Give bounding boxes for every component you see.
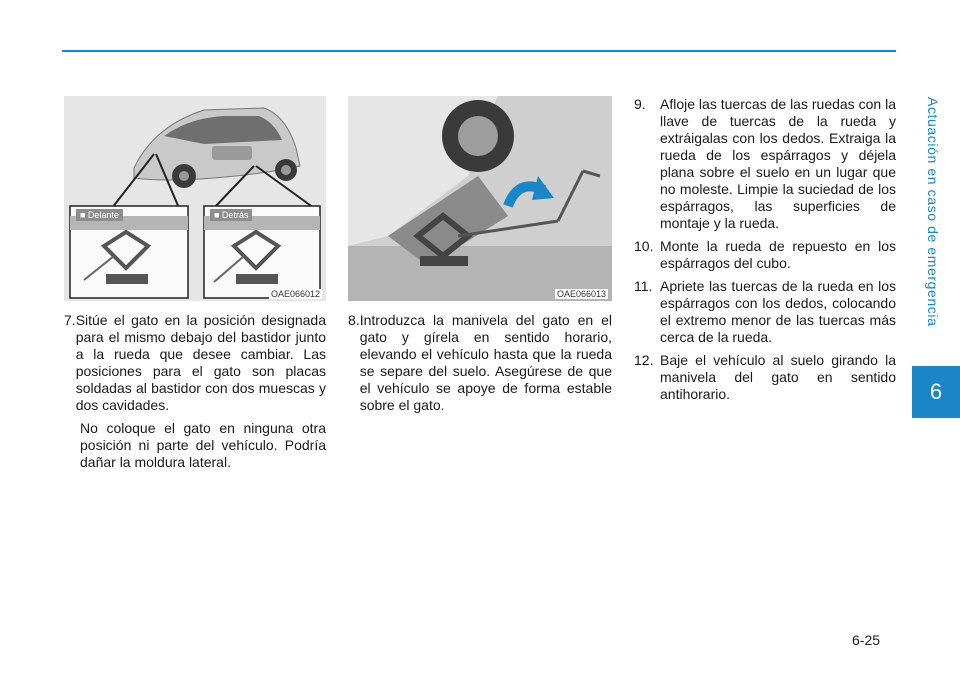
figure-code: OAE066012 bbox=[270, 289, 320, 299]
step-text: Apriete las tuercas de la rueda en los espárragos con los dedos, colocando el extremo menor de las tuercas más cerca de la rueda. bbox=[660, 278, 896, 345]
step-number: 11. bbox=[634, 278, 653, 294]
step-7-note: No coloque el gato en ninguna otra posición ni parte del vehículo. Podría dañar la moldura lateral. bbox=[80, 420, 326, 470]
step-10 bbox=[634, 238, 896, 272]
jack-handle-illustration bbox=[348, 96, 612, 301]
step-number: 10. bbox=[634, 238, 654, 254]
step-text: Sitúe el gato en la posición designada para el mismo debajo del bastidor junto a la rueda que desee cambiar. Las posiciones para el gato son placas soldadas al bastidor con dos muescas y dos cavidades. bbox=[75, 312, 326, 413]
figure-jack-handle bbox=[348, 96, 612, 301]
step-number: 12. bbox=[634, 352, 654, 368]
step-8 bbox=[348, 312, 612, 414]
column-3 bbox=[634, 96, 896, 409]
column-2 bbox=[348, 312, 612, 420]
header-rule bbox=[62, 50, 896, 52]
step-number: 7. bbox=[64, 312, 76, 328]
step-text: Introduzca la manivela del gato en el gato y gírela en sentido horario, elevando el vehículo hasta que la rueda se separe del suelo. Asegúrese de que el vehículo se apoye de forma estable sobre el gato. bbox=[359, 312, 612, 413]
step-11 bbox=[634, 278, 896, 346]
chapter-tab: 6 bbox=[912, 366, 960, 418]
figure-jack-positions bbox=[64, 96, 326, 301]
step-text: Afloje las tuercas de las ruedas con la llave de tuercas de la rueda y extráigalas con los dedos. Extraiga la rueda de los espárragos y déjela plana sobre el suelo en un lugar que no moleste. Limpie la suciedad de los espárragos, las superficies de montaje y la rueda. bbox=[660, 96, 896, 231]
figure-code: OAE066013 bbox=[556, 289, 606, 299]
column-1 bbox=[64, 312, 326, 471]
step-number: 9. bbox=[634, 96, 646, 112]
page-number: 6-25 bbox=[852, 632, 881, 648]
jack-positions-illustration bbox=[64, 96, 326, 301]
step-number: 8. bbox=[348, 312, 360, 328]
section-title: Actuación en caso de emergencia bbox=[925, 97, 941, 327]
step-7 bbox=[64, 312, 326, 414]
step-text: Baje el vehículo al suelo girando la manivela del gato en sentido antihorario. bbox=[660, 352, 896, 402]
label-front: ■ Delante bbox=[76, 209, 123, 221]
label-rear: ■ Detrás bbox=[210, 209, 252, 221]
step-9 bbox=[634, 96, 896, 232]
step-text: Monte la rueda de repuesto en los espárragos del cubo. bbox=[660, 238, 896, 271]
step-12 bbox=[634, 352, 896, 403]
